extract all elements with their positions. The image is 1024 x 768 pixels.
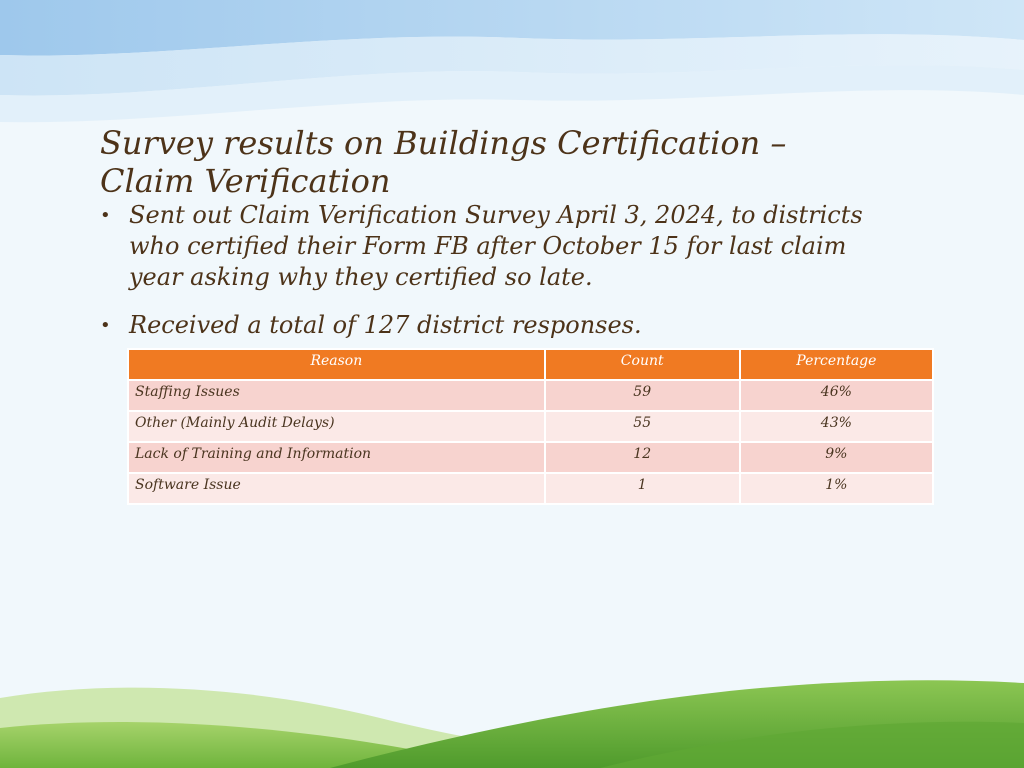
header-count: Count <box>545 349 740 380</box>
table-row <box>128 473 933 504</box>
reasons-table <box>127 348 934 505</box>
cell-count: 1 <box>545 473 740 504</box>
cell-percentage: 43% <box>740 411 933 442</box>
bullet-item-survey <box>100 200 900 293</box>
cell-reason: Software Issue <box>128 473 545 504</box>
cell-reason: Lack of Training and Information <box>128 442 545 473</box>
bullet-dot-icon: • <box>100 315 111 336</box>
slide-title-line-1: Survey results on Buildings Certification – <box>100 124 787 162</box>
header-percentage: Percentage <box>740 349 933 380</box>
cell-percentage: 46% <box>740 380 933 411</box>
table-row <box>128 380 933 411</box>
grass-hills-decoration <box>0 658 1024 768</box>
bullet-dot-icon: • <box>100 205 111 226</box>
table-row <box>128 442 933 473</box>
bullet-text-survey: Sent out Claim Verification Survey April 3, 2024, to districts who certified their Form FB after October 15 for last claim year asking why they certified so late. <box>129 201 863 291</box>
cell-reason: Staffing Issues <box>128 380 545 411</box>
bullet-text-responses: Received a total of 127 district responses. <box>129 311 642 339</box>
table-header-row <box>128 349 933 380</box>
cell-count: 59 <box>545 380 740 411</box>
slide-title-line-2: Claim Verification <box>100 162 391 200</box>
bullet-item-responses <box>100 310 900 341</box>
header-reason: Reason <box>128 349 545 380</box>
cell-percentage: 1% <box>740 473 933 504</box>
cell-percentage: 9% <box>740 442 933 473</box>
cell-count: 55 <box>545 411 740 442</box>
table-row <box>128 411 933 442</box>
cell-reason: Other (Mainly Audit Delays) <box>128 411 545 442</box>
bullet-list <box>100 200 900 341</box>
slide-title <box>100 124 920 200</box>
cell-count: 12 <box>545 442 740 473</box>
